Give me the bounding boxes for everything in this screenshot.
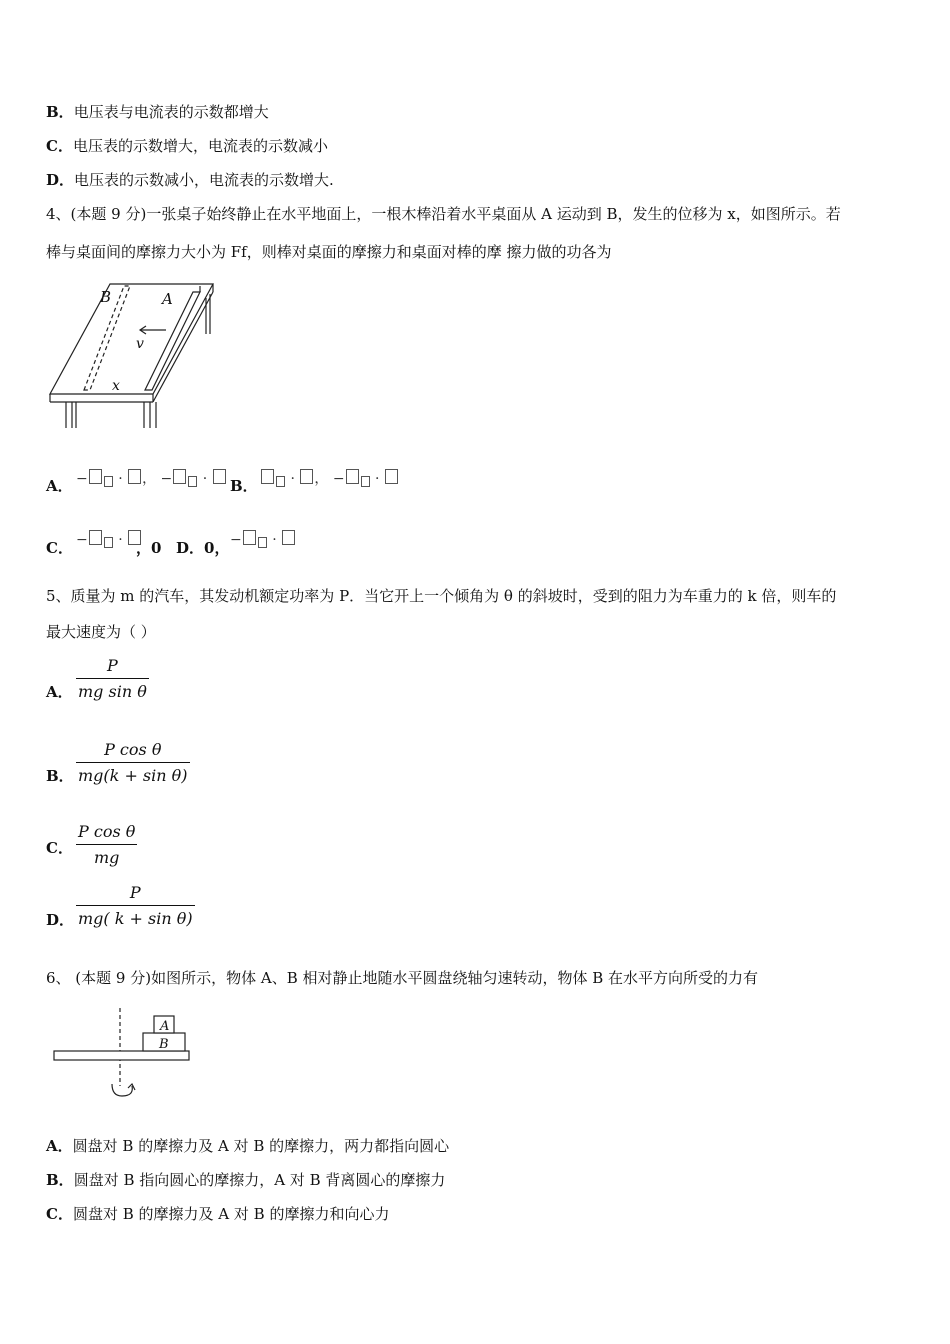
q4-stem-line1: 4、(本题 9 分)一张桌子始终静止在水平地面上，一根木棒沿着水平桌面从 A 运动到 B，发生的位移为 x，如图所示。若: [46, 205, 841, 223]
q4-option-a-math: − · ， − ·: [76, 468, 227, 488]
formula-placeholder: [243, 530, 256, 545]
q4-table-figure: [48, 282, 218, 432]
q6-fig-label-b: B: [159, 1037, 169, 1052]
q4-option-c-label: C．: [46, 539, 73, 557]
q4-fig-label-b: B: [100, 288, 112, 306]
q5-stem-line1: 5、质量为 m 的汽车，其发动机额定功率为 P．当它开上一个倾角为 θ 的斜坡时，受到的阻力为车重力的 k 倍，则车的: [46, 587, 837, 605]
q4-fig-label-x: x: [112, 378, 120, 394]
denominator: mg: [93, 848, 120, 867]
q6-option-a: A．圆盘对 B 的摩擦力及 A 对 B 的摩擦力，两力都指向圆心: [46, 1137, 450, 1155]
formula-placeholder: [258, 537, 267, 548]
q4-option-b-math: · ， − ·: [260, 468, 399, 488]
q4-option-a-label: A．: [46, 477, 73, 495]
numerator: P cos θ: [78, 822, 136, 841]
q5-option-d-fraction: [76, 883, 195, 928]
fraction-bar: [76, 844, 137, 845]
q6-option-b: B．圆盘对 B 指向圆心的摩擦力，A 对 B 背离圆心的摩擦力: [46, 1171, 446, 1189]
formula-placeholder: [213, 469, 226, 484]
prev-option-d: D．电压表的示数减小，电流表的示数增大.: [46, 171, 334, 189]
q6-stem-line1: 6、 (本题 9 分)如图所示，物体 A、B 相对静止地随水平圆盘绕轴匀速转动，物体 B 在水平方向所受的力有: [46, 969, 759, 987]
denominator: mg sin θ: [78, 682, 147, 701]
q5-option-c-label: C．: [46, 839, 73, 857]
fraction-bar: [76, 905, 195, 906]
q5-option-d-label: D．: [46, 911, 75, 929]
q5-option-c-fraction: [76, 822, 137, 867]
formula-placeholder: [128, 469, 141, 484]
q5-stem-line2: 最大速度为（ ）: [46, 623, 156, 641]
denominator: mg( k + sin θ): [78, 909, 193, 928]
fraction-bar: [76, 762, 190, 763]
denominator: mg(k + sin θ): [78, 766, 188, 785]
fraction-bar: [76, 678, 149, 679]
q6-fig-label-a: A: [160, 1019, 170, 1034]
q5-option-a-fraction: [76, 656, 149, 701]
q6-disk-figure: [50, 1006, 192, 1100]
formula-placeholder: [276, 476, 285, 487]
formula-placeholder: [89, 469, 102, 484]
q4-option-d-label: D．0，: [176, 539, 230, 557]
q5-option-b-label: B．: [46, 767, 74, 785]
numerator: P: [129, 883, 141, 902]
q6-option-c: C．圆盘对 B 的摩擦力及 A 对 B 的摩擦力和向心力: [46, 1205, 390, 1223]
formula-placeholder: [385, 469, 398, 484]
formula-placeholder: [188, 476, 197, 487]
formula-placeholder: [346, 469, 359, 484]
prev-option-c: C．电压表的示数增大，电流表的示数减小: [46, 137, 328, 155]
formula-placeholder: [173, 469, 186, 484]
q4-option-d-math: − ·: [230, 530, 296, 548]
prev-option-b: B．电压表与电流表的示数都增大: [46, 103, 269, 121]
formula-placeholder: [104, 537, 113, 548]
q5-option-a-label: A．: [46, 683, 73, 701]
numerator: P cos θ: [104, 740, 162, 759]
formula-placeholder: [300, 469, 313, 484]
q4-stem-line2: 棒与桌面间的摩擦力大小为 Ff，则棒对桌面的摩擦力和桌面对棒的摩 擦力做的功各为: [46, 243, 612, 261]
formula-placeholder: [104, 476, 113, 487]
q4-fig-label-v: v: [136, 336, 144, 352]
q5-option-b-fraction: [76, 740, 190, 785]
numerator: P: [107, 656, 118, 675]
formula-placeholder: [89, 530, 102, 545]
formula-placeholder: [261, 469, 274, 484]
q4-fig-label-a: A: [162, 290, 173, 308]
q4-option-b-label: B．: [230, 477, 258, 495]
q4-option-c-tail: ，0: [136, 539, 162, 557]
q4-option-c-math: − ·: [76, 530, 142, 548]
formula-placeholder: [282, 530, 295, 545]
formula-placeholder: [361, 476, 370, 487]
